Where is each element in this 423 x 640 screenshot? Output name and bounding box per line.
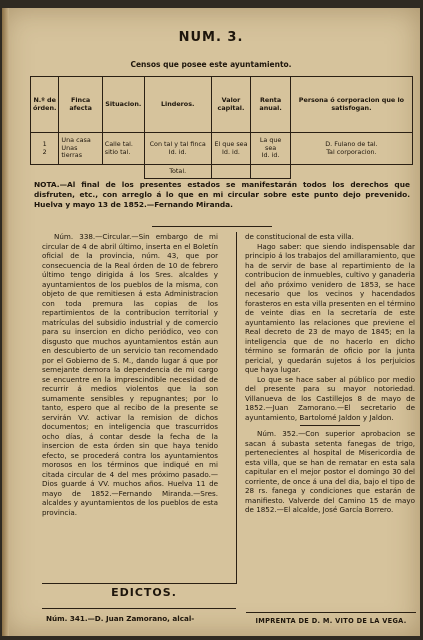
table-cell: Id. id. xyxy=(168,147,187,156)
imprint-line: IMPRENTA DE D. M. VITO DE LA VEGA. xyxy=(255,617,407,625)
section-divider xyxy=(300,425,360,426)
census-table xyxy=(30,76,413,179)
section-divider xyxy=(152,226,272,227)
census-title: Censos que posee este ayuntamiento. xyxy=(130,60,292,69)
column-divider xyxy=(236,232,237,584)
header-cell: Valor capital. xyxy=(211,77,251,133)
table-cell: Id. id. xyxy=(261,151,280,160)
section-divider xyxy=(42,583,236,584)
edict-paragraph: Hago saber: que siendo indispensable dar principio á los trabajos del amillaramiento, que ha de servir de base al repartimiento de la contribucion de inmuebles, cultivo y ganaderia del año próximo venidero de 1853, se hace necesario que los vecinos y hacendados forasteros en esta villa presenten en el término de veinte dias en la secretaría de este ayuntamiento las relaciones que previene el Real decreto de 23 de mayo de 1845; en la inteligencia que de no hacerlo en dicho término se formarán de oficio por la junta pericial, y quedarán sujetos á los perjuicios que haya lugar. xyxy=(245,241,415,375)
table-cell: Tal corporacion. xyxy=(326,147,377,156)
table-cell: El que sea xyxy=(214,140,248,149)
page-number-title: NUM. 3. xyxy=(178,30,244,45)
table-cell: 1 xyxy=(42,140,47,149)
table-cell: Con tal y tal finca xyxy=(149,140,206,149)
left-column xyxy=(42,232,218,517)
section-divider xyxy=(42,608,236,609)
auction-paragraph: Núm. 352.—Con superior aprobacion se sacan á subasta setenta fanegas de trigo, pertenecientes al hospital de Misericordia de esta villa, que se han de rematar en esta sala capitular en el mejor postor el domingo 30 del corriente, de once á una del dia, bajo el tipo de 28 rs. fanega y condiciones que estarán de manifiesto. Valverde del Camino 15 de mayo de 1852.—El alcalde, José García Borrero. xyxy=(245,429,415,515)
newspaper-page xyxy=(2,8,420,636)
table-cell: Una casa xyxy=(61,136,91,145)
header-cell: Renta anual. xyxy=(251,77,291,133)
table-row xyxy=(31,133,413,165)
right-column xyxy=(245,232,415,515)
nota-paragraph: NOTA.—Al final de los presentes estados se manifestarán todos los derechos que disfruten, etc., con arreglo á lo que en mi circular sobre este punto dejo prevenido. Huelva y mayo 13 de 1852.—Fernando Miranda. xyxy=(34,180,410,209)
page-binding xyxy=(2,8,9,636)
table-cell: Unas tierras xyxy=(61,143,83,160)
circular-paragraph: Núm. 338.—Circular.—Sin embargo de mi circular de 4 de abril último, inserta en el Boletín oficial de la provincia, núm. 43, que por consecuencia de la Real órden de 10 de febrero último tengo dirigida á los Sres. alcaldes y ayuntamientos de los pueblos de la misma, con objeto de que remitiesen á esta Administracion con toda premura las copias de los repartimientos de la contribucion territorial y matrículas del subsidio industrial y de comercio para su insercion en dicho periódico, veo con disgusto que muchos ayuntamientos están aun en descubierto de un servicio tan recomendado por el Gobierno de S. M., dando lugar á que por semejante demora la dependencia de mi cargo se encuentre en la imprescindible necesidad de recurrir á medios violentos que la son sumamente sensibles y repugnantes; por lo tanto, espero que al recibo de la presente se servirán VV. activar la remision de dichos documentos; en inteligencia que trascurridos ocho días, á contar desde la fecha de la insercion de esta órden sin que haya tenido efecto, se procederá contra los ayuntamientos morosos en los términos que indiqué en mi citada circular de 4 del mes próximo pasado.—Dios guarde á VV. muchos años. Huelva 11 de mayo de 1852.—Fernando Miranda.—Sres. alcaldes y ayuntamientos de los pueblos de esta provincia. xyxy=(42,232,218,517)
header-cell: Persona ó corporacion que lo satisfogan. xyxy=(290,77,412,133)
edictos-heading: EDICTOS. xyxy=(111,586,177,599)
table-cell: sitio tal. xyxy=(104,147,131,156)
table-header-row xyxy=(31,77,413,133)
table-cell: Id. id. xyxy=(222,147,240,156)
edict-paragraph: Lo que se hace saber al público por medio del presente para su mayor notoriedad. Villanueva de los Castillejos 8 de mayo de 1852.—Juan Zamorano.—El secretario de ayuntamiento, Bartolomé Jaldon y Jaldon. xyxy=(245,374,415,422)
table-cell: D. Fulano de tal. xyxy=(325,140,378,149)
table-total-row xyxy=(31,165,413,179)
imprint-rule xyxy=(246,612,416,613)
header-cell: Finca afecta xyxy=(59,77,102,133)
header-cell: Linderos. xyxy=(144,77,211,133)
total-label: Total. xyxy=(144,165,211,179)
header-cell: N.º de órden. xyxy=(31,77,59,133)
table-cell: La que sea xyxy=(259,136,282,152)
table-cell: 2 xyxy=(42,147,47,156)
header-cell: Situacion. xyxy=(102,77,144,133)
edict-continuation: de constitucional de esta villa. xyxy=(245,232,354,241)
table-cell: Calle tal. xyxy=(104,140,133,149)
edict-first-line: Núm. 341.—D. Juan Zamorano, alcal- xyxy=(46,614,195,623)
